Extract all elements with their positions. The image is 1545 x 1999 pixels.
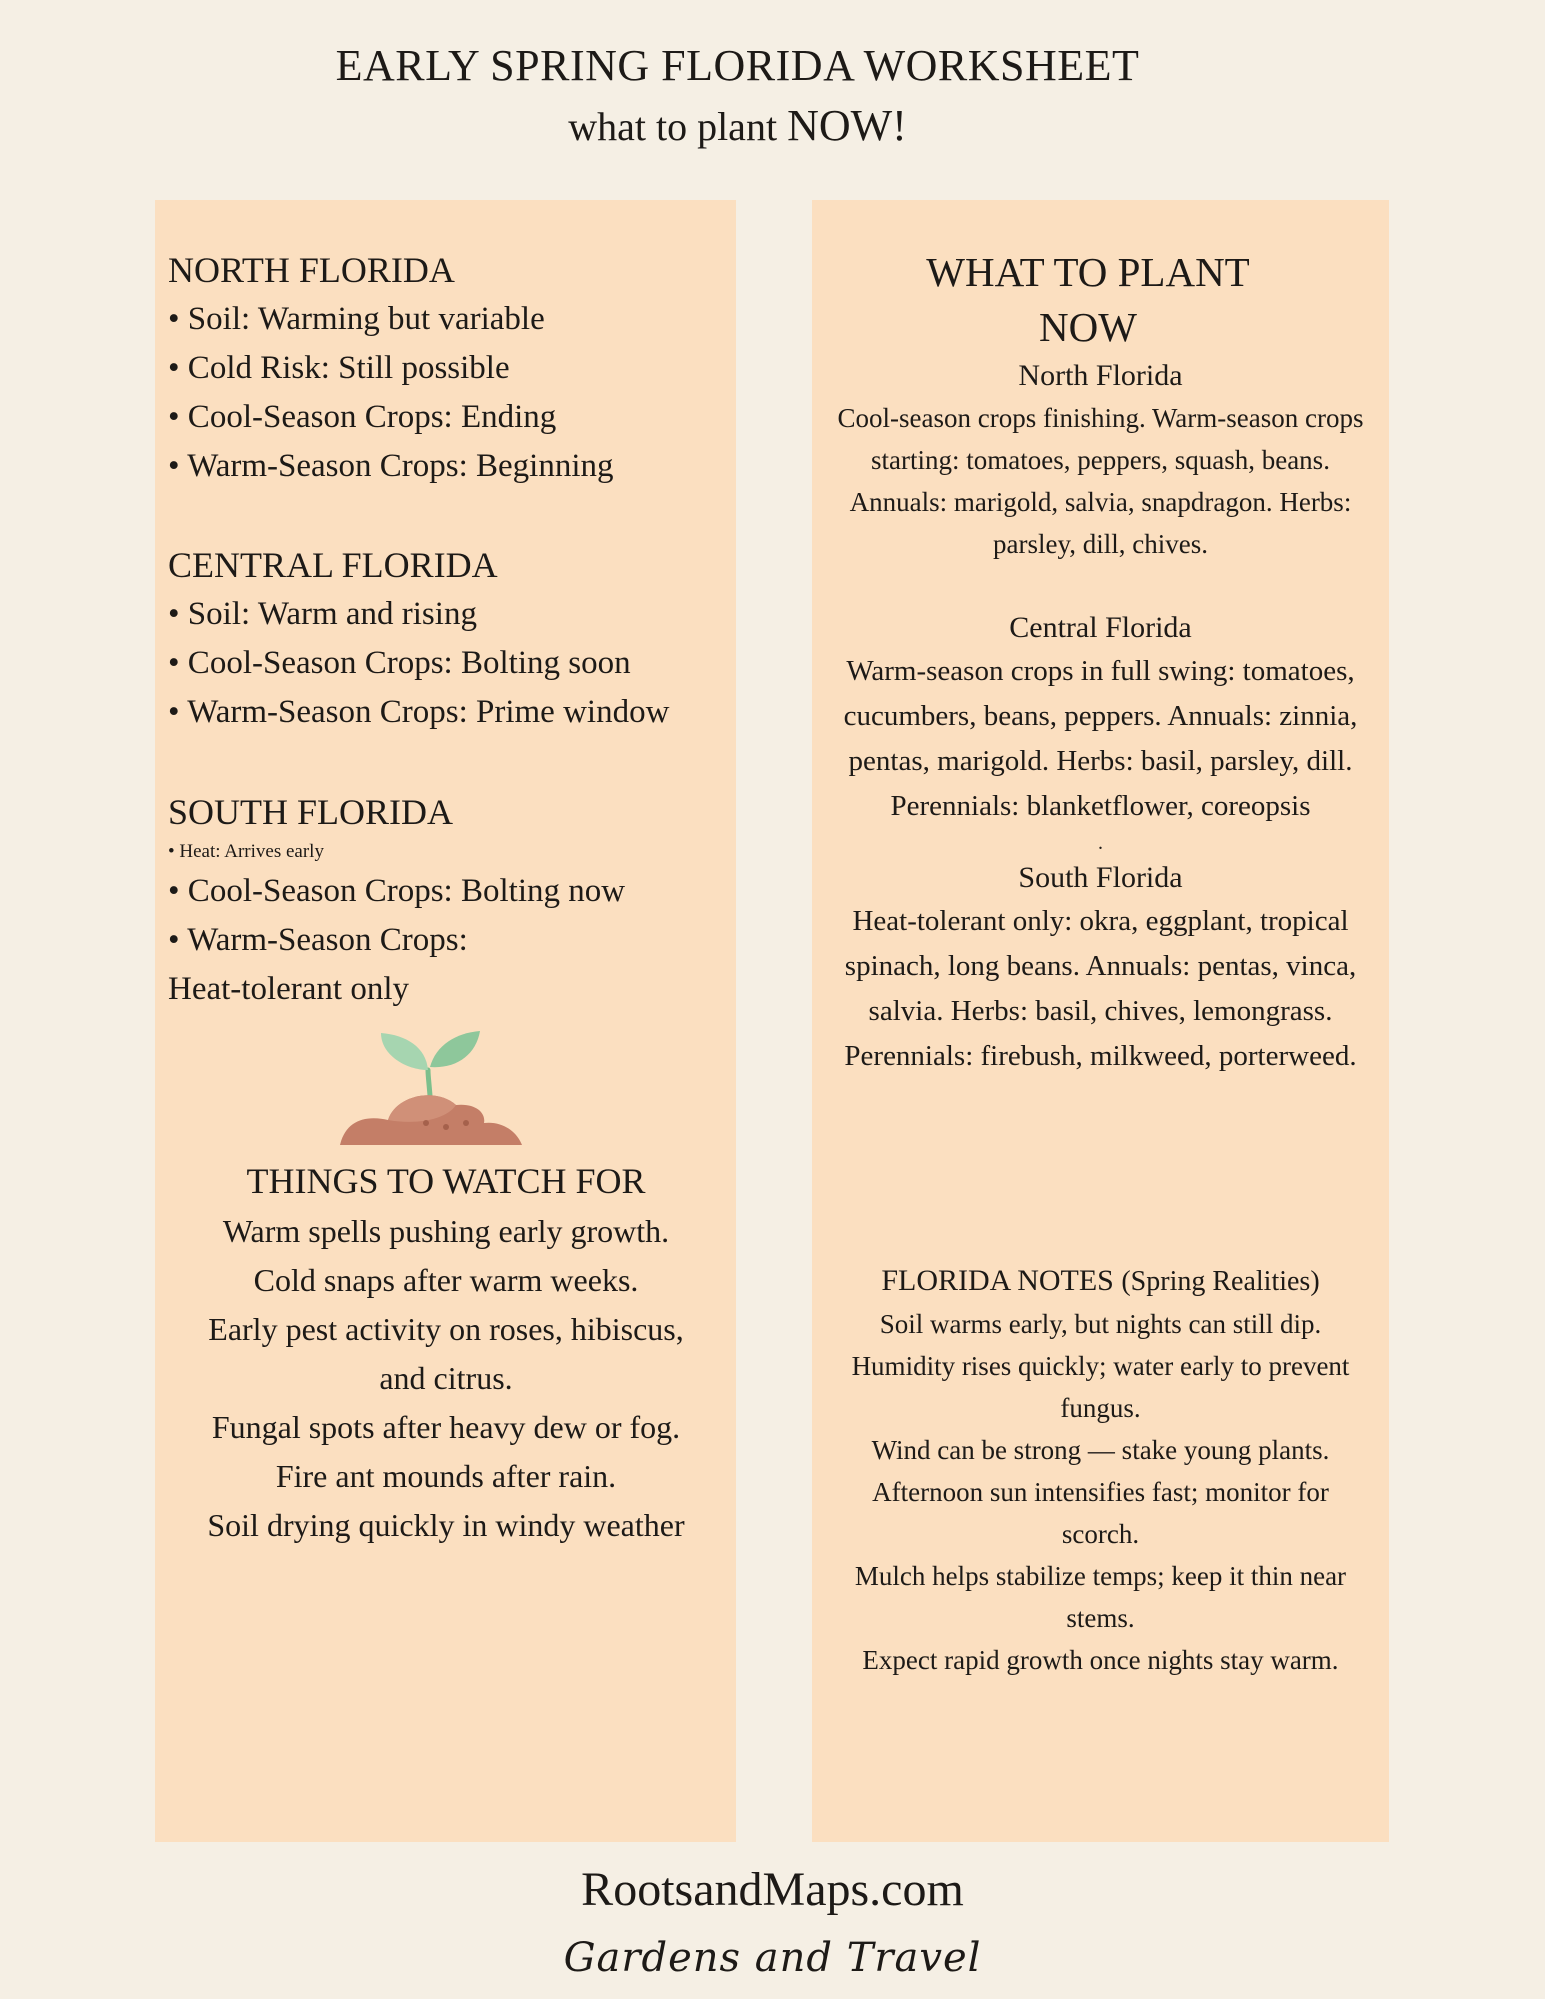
footer-tagline: Gardens and Travel [563,1935,982,1981]
south-florida-heading: SOUTH FLORIDA [168,792,454,832]
what-to-plant-heading-line2: NOW [1039,304,1137,350]
watch-line: Early pest activity on roses, hibiscus, [208,1311,684,1347]
south-florida-plants: Heat-tolerant only: okra, eggplant, tropical spinach, long beans. Annuals: pentas, vinca, salvia. Herbs: basil, chives, lemongrass. Perennials: firebush, milkweed, porterweed. [844,905,1357,1072]
notes-line: Soil warms early, but nights can still dip. [879,1309,1322,1339]
watch-line: Fire ant mounds after rain. [275,1458,617,1494]
florida-notes-heading [812,1260,1389,1303]
watch-line: Fungal spots after heavy dew or fog. [211,1409,681,1445]
south-florida-subheading: South Florida [1018,861,1183,894]
central-florida-subheading: Central Florida [1009,611,1192,644]
things-to-watch-section [160,1155,732,1550]
south-small-item: • Heat: Arrives early [168,841,324,862]
north-florida-plants: Cool-season crops finishing. Warm-season crops starting: tomatoes, peppers, squash, beans. Annuals: marigold, salvia, snapdragon. Herbs: parsley, dill, chives. [837,403,1364,559]
florida-notes-subtitle: (Spring Realities) [1121,1266,1320,1297]
north-florida-subheading: North Florida [1018,359,1183,392]
subtitle-text: what to plant [568,104,788,149]
south-item: Heat-tolerant only [168,971,409,1007]
central-item: • Soil: Warm and rising [168,596,477,632]
florida-notes-title: FLORIDA NOTES [881,1264,1114,1297]
notes-line: Humidity rises quickly; water early to prevent fungus. [851,1351,1350,1423]
subtitle-emphasis: NOW! [787,101,907,150]
page-title: EARLY SPRING FLORIDA WORKSHEET [335,41,1140,90]
seedling-in-soil-icon [336,1025,526,1150]
notes-line: Afternoon sun intensifies fast; monitor for scorch. [872,1477,1329,1549]
watch-line: Soil drying quickly in windy weather [207,1507,685,1543]
south-item: • Warm-Season Crops: [168,922,468,958]
central-item: • Warm-Season Crops: Prime window [168,694,670,730]
north-item: • Cold Risk: Still possible [168,350,510,386]
south-florida-section [168,787,625,1014]
things-to-watch-heading: THINGS TO WATCH FOR [246,1161,646,1201]
north-item: • Soil: Warming but variable [168,301,545,337]
central-item: • Cool-Season Crops: Bolting soon [168,645,631,681]
watch-line: Warm spells pushing early growth. [222,1213,670,1249]
central-florida-heading: CENTRAL FLORIDA [168,545,498,585]
central-florida-section [168,540,669,737]
notes-line: Mulch helps stabilize temps; keep it thin near stems. [854,1561,1347,1633]
what-to-plant-section [812,245,1389,1079]
north-florida-section [168,245,614,491]
north-item: • Warm-Season Crops: Beginning [168,448,614,484]
notes-line: Wind can be strong — stake young plants. [871,1435,1330,1465]
south-item: • Cool-Season Crops: Bolting now [168,873,626,909]
footer-site-name: RootsandMaps.com [581,1863,964,1916]
north-florida-heading: NORTH FLORIDA [168,250,455,290]
page-subtitle [0,100,1475,151]
what-to-plant-heading-line1: WHAT TO PLANT [926,249,1250,295]
central-florida-plants: Warm-season crops in full swing: tomatoes, cucumbers, beans, peppers. Annuals: zinnia, pentas, marigold. Herbs: basil, parsley, dill. Perennials: blanketflower, coreopsis [843,655,1358,822]
florida-notes-section [812,1260,1389,1681]
watch-line: Cold snaps after warm weeks. [253,1262,639,1298]
north-item: • Cool-Season Crops: Ending [168,399,557,435]
notes-line: Expect rapid growth once nights stay warm. [862,1645,1339,1675]
watch-line: and citrus. [379,1360,513,1396]
central-florida-trailing-dot: . [1098,832,1103,854]
